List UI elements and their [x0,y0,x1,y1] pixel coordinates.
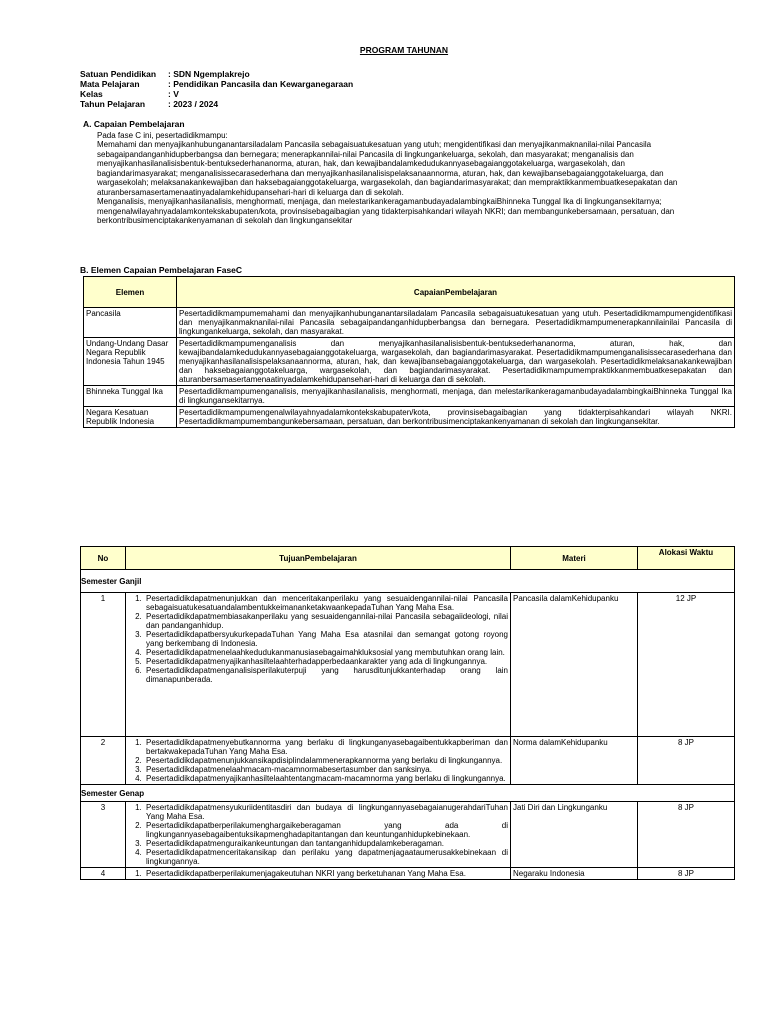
alokasi-cell: 8 JP [638,802,735,868]
tujuan-cell [126,737,511,785]
identity-value: : 2023 / 2024 [168,99,219,109]
list-item: 4. Pesertadidikdapatmenelaahkedudukanmanusiasebagaimahkluksosial yang membutuhkan orang lain. [144,648,508,657]
capaian-cell: Pesertadidikmampumemahami dan menyajikanhubunganantarsiladalam Pancasila sebagaisuatukesatuan yang utuh. Pesertadidikmampumengidentifikasi dan menyajikanmaknanilai-nilai Pancasila sebagaipandanganhidupberbangsa dan bernegara. Pesertadidikmampumenerapkannilainilai Pancasila di lingkungankeluarga, sekolah, dan masyarakat. [177,308,735,338]
section-b-heading: B. Elemen Capaian Pembelajaran FaseC [80,265,243,275]
list-item: 1. Pesertadidikdapatmenunjukkan dan menceritakanperilaku yang sesuaidengannilai-nilai Pancasila sebagaisuatukesatuandalambentukkeimananketakwaankepadaTuhan Yang Maha Esa. [144,594,508,612]
section-a-heading: A. Capaian Pembelajaran [83,119,185,129]
semester-label: Semester Ganjil [81,570,735,593]
capaian-cell: Pesertadidikmampumenganalisis dan menyajikanhasilanalisisbentuk-bentuksederhananorma, aturan, hak, dan kewajibandalamkedudukannyasebagaianggotakeluarga, wargasekolah, dan bagiandarimasyarakat. Pesertadidikmampumenganalisissecarasederhana dan menyajikanhasilanalisispelaksanaannorma, aturan, hak, dan kewajibansebagaianggotakeluarga, dan wargasekolah. Pesertadidikmelaksanakankewajiban dan haksebagaianggotakeluarga, wargasekolah, dan bagiandarimasyarakat. Pesertadidikmampumempraktikkanmembuatkesepakatan dan aturanbersamasertamenaatinyadalamkehidupansehari-hari di keluarga dan di sekolah. [177,338,735,386]
list-item: 4. Pesertadidikdapatmenyajikanhasiltelaahtentangmacam-macamnorma yang berlaku di lingkungannya. [144,774,508,783]
list-item: 1. Pesertadidikdapatberperilakumenjagakeutuhan NKRI yang berketuhanan Yang Maha Esa. [144,869,508,878]
section-a-body [97,131,700,226]
capaian-cell: Pesertadidikmampumenganalisis, menyajikanhasilanalisis, menghormati, menjaga, dan melestarikankeragamanbudayadalambingkaiBhinneka Tunggal Ika di lingkungansekitarnya. [177,386,735,407]
column-header: CapaianPembelajaran [177,277,735,308]
elemen-table [83,276,735,428]
column-header: No [81,547,126,570]
column-header: Materi [511,547,638,570]
identity-value: : Pendidikan Pancasila dan Kewarganegaraan [168,79,354,89]
row-number: 2 [81,737,126,785]
column-header: Elemen [84,277,177,308]
list-item: 4. Pesertadidikdapatmenceritakansikap dan perilaku yang dapatmenjagaataumerusakkebinekaan di lingkungannya. [144,848,508,866]
identity-value: : SDN Ngemplakrejo [168,69,250,79]
semester-row [81,570,735,593]
list-item: 1. Pesertadidikdapatmensyukuriidentitasdiri dan budaya di lingkungannyasebagaianugerahdariTuhan Yang Maha Esa. [144,803,508,821]
row-number: 3 [81,802,126,868]
table-row [81,593,735,737]
list-item: 3. Pesertadidikdapatmenguraikankeuntungan dan tantanganhidupdalamkeberagaman. [144,839,508,848]
identity-label: Kelas [80,89,103,99]
tujuan-list [128,803,508,866]
list-item: 3. PesertadidikdapatbersyukurkepadaTuhan Yang Maha Esa atasnilai dan semangat gotong royong yang berkembang di Indonesia. [144,630,508,648]
materi-cell: Jati Diri dan Lingkunganku [511,802,638,868]
identity-label: Tahun Pelajaran [80,99,146,109]
tujuan-list [128,869,508,878]
semester-row [81,785,735,802]
identity-row [80,100,353,110]
identity-row [80,80,353,90]
elemen-cell: Bhinneka Tunggal Ika [84,386,177,407]
tujuan-list [128,738,508,783]
identity-label: Satuan Pendidikan [80,69,157,79]
list-item: 5. Pesertadidikdapatmenyajikanhasiltelaahterhadapperbedaankarakter yang ada di lingkungannya. [144,657,508,666]
program-table [80,546,735,880]
tujuan-cell [126,593,511,737]
tujuan-cell [126,868,511,880]
alokasi-cell: 8 JP [638,868,735,880]
list-item: 3. Pesertadidikdapatmenelaahmacam-macamnormabesertasumber dan sanksinya. [144,765,508,774]
column-header: Alokasi Waktu [638,547,735,570]
list-item: 1. Pesertadidikdapatmenyebutkannorma yang berlaku di lingkunganyasebagaibentukkapberiman dan bertakwakepadaTuhan Yang Maha Esa. [144,738,508,756]
list-item: 2. Pesertadidikdapatberperilakumenghargaikeberagaman yang ada di lingkungannyasebagaibentuksikapmenghadapitantangan dan keuntunganhidupkebinekaan. [144,821,508,839]
alokasi-cell: 12 JP [638,593,735,737]
section-a-paragraph: Memahami dan menyajikanhubunganantarsiladalam Pancasila sebagaisuatukesatuan yang utuh; mengidentifikasi dan menyajikanmaknanilai-nilai Pancasila sebagaipandanganhidupberbangsa dan bernegara; menerapkannilai-nilai Pancasila di lingkungankeluarga, sekolah, dan masyarakat; menganalisis dan menyajikanhasilanalisisbentuk-bentuksederhananorma, aturan, hak, dan kewajibandalamkedudukannyasebagaianggotakeluarga, wargasekolah, dan bagiandarimasyarakat; menganalisissecarasederhana dan menyajikanhasilanalisispelaksanaannorma, aturan, hak, dan kewajibansebagaianggotakeluarga, dan wargasekolah; melaksanakankewajiban dan haksebagaianggotakeluarga, wargasekolah, dan bagiandarimasyarakat; dan mempraktikkanmembuatkesepakatan dan aturanbersamasertamenaatinyadalamkehidupansehari-hari di keluarga dan di sekolah. [97,140,678,197]
column-header: TujuanPembelajaran [126,547,511,570]
materi-cell: Negaraku Indonesia [511,868,638,880]
elemen-cell: Pancasila [84,308,177,338]
list-item: 6. Pesertadidikdapatmenganalisisperilakuterpuji yang harusditunjukkanterhadap orang lain dimanapunberada. [144,666,508,684]
row-number: 4 [81,868,126,880]
table-row [81,868,735,880]
elemen-cell: Undang-Undang Dasar Negara Republik Indonesia Tahun 1945 [84,338,177,386]
list-item: 2. Pesertadidikdapatmenunjukkansikapdisiplindalammenerapkannorma yang berlaku di lingkungannya. [144,756,508,765]
table-header-row [81,547,735,570]
identity-label: Mata Pelajaran [80,79,140,89]
materi-cell: Norma dalamKehidupanku [511,737,638,785]
row-number: 1 [81,593,126,737]
semester-label: Semester Genap [81,785,735,802]
table-header-row [84,277,735,308]
table-row [84,407,735,428]
table-row [81,802,735,868]
table-row [84,338,735,386]
list-item: 2. Pesertadidikdapatmembiasakanperilaku yang sesuaidengannilai-nilai Pancasila sebagaiideologi, nilai dan pandanganhidup. [144,612,508,630]
table-row [81,737,735,785]
alokasi-cell: 8 JP [638,737,735,785]
materi-cell: Pancasila dalamKehidupanku [511,593,638,737]
elemen-cell: Negara Kesatuan Republik Indonesia [84,407,177,428]
capaian-cell: Pesertadidikmampumengenalwilayahnyadalamkontekskabupaten/kota, provinsisebagaibagian yang tidakterpisahkandari wilayah NKRI. Pesertadidikmampumembangunkebersamaan, persatuan, dan berkontribusimenciptakankenyamanan di sekolah dan lingkungansekitar. [177,407,735,428]
section-a-paragraph: Menganalisis, menyajikanhasilanalisis, menghormati, menjaga, dan melestarikankeragamanbudayadalambingkaiBhinneka Tunggal Ika di lingkungansekitarnya; mengenalwilayahnyadalamkontekskabupaten/kota, provinsisebagaibagian yang tidakterpisahkandari wilayah NKRI; dan membangunkebersamaan, persatuan, dan berkontribusimenciptakankenyamanan di sekolah dan lingkungansekitar [97,197,675,225]
section-capaian [80,120,700,226]
table-row [84,386,735,407]
identity-value: : V [168,89,179,99]
identity-block [80,70,353,110]
page-title: PROGRAM TAHUNAN [359,45,449,55]
section-a-intro: Pada fase C ini, pesertadidikmampu: [97,130,228,140]
table-row [84,308,735,338]
tujuan-list [128,594,508,684]
tujuan-cell [126,802,511,868]
